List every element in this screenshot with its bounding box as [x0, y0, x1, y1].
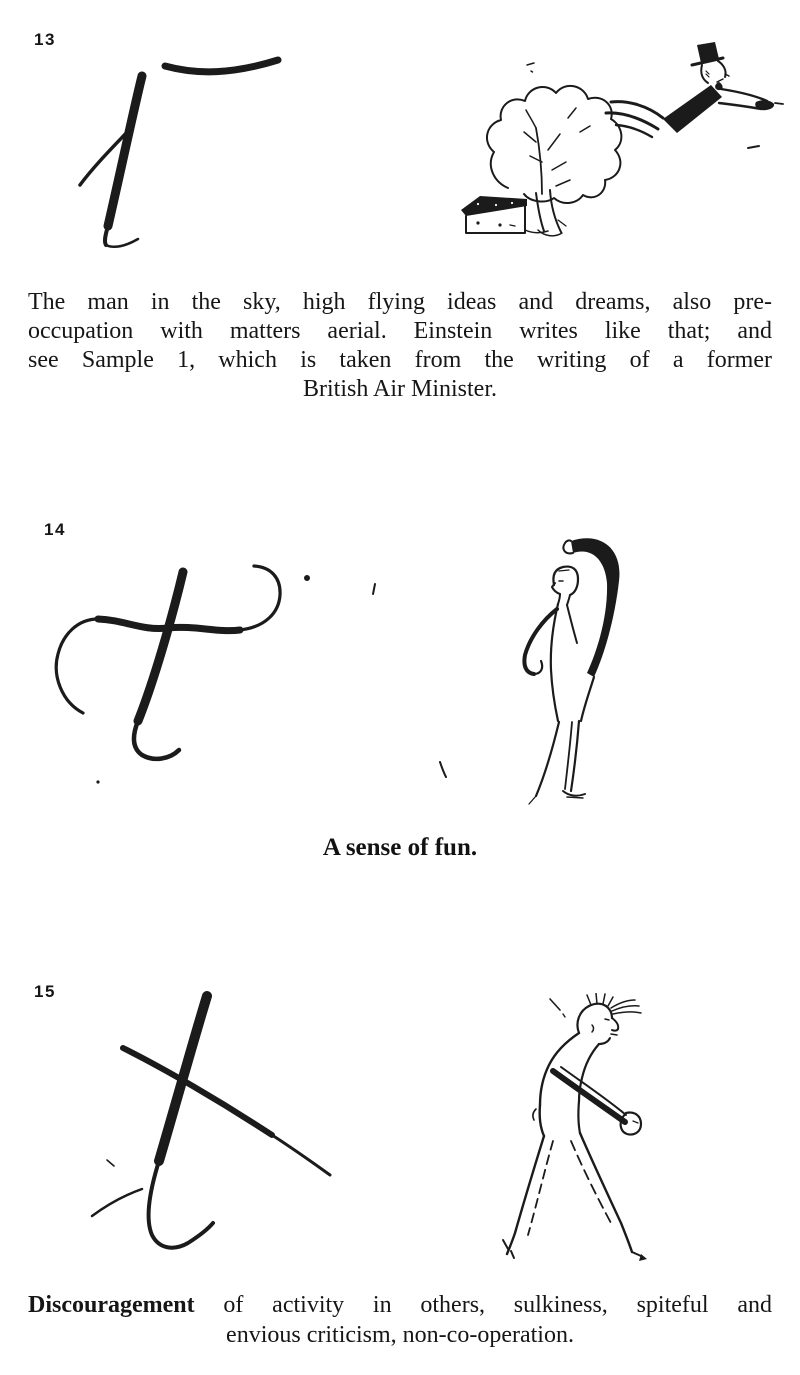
caption-text: of activity in others, sulkiness, spiteful and — [194, 1292, 772, 1318]
sample-14-number: 14 — [44, 520, 66, 539]
caption-line: British Air Minister. — [302, 376, 497, 402]
ink-tick — [107, 1160, 114, 1166]
t-stem — [92, 996, 213, 1248]
t-cross-stroke — [165, 60, 278, 72]
t-cross-slash — [123, 1048, 330, 1175]
t-stem — [80, 76, 142, 247]
caption-line: The man in the sky, high flying ideas and dreams, also pre- — [28, 289, 772, 315]
handwriting-letter-t-curled-bar-illustration — [50, 556, 390, 791]
sample-13-caption — [28, 288, 772, 404]
handwriting-letter-t-slashing-bar-illustration — [80, 985, 350, 1277]
caption-line: see Sample 1, which is taken from the writing of a former — [28, 347, 772, 373]
man-flying-over-tree-and-house-illustration — [430, 30, 795, 242]
striding-man-illustration — [495, 993, 655, 1275]
sample-15-caption — [28, 1290, 772, 1350]
tree — [487, 86, 621, 236]
caption-bold-word: Discouragement — [28, 1292, 195, 1318]
walker-legs — [503, 1133, 647, 1261]
stray-marks — [550, 999, 565, 1017]
dancer-head — [552, 567, 578, 605]
sample-15-number: 15 — [34, 982, 56, 1001]
stray-ink-speck — [527, 63, 534, 72]
dancer-body — [551, 604, 594, 721]
walker-arm-and-fist — [553, 1067, 641, 1135]
caption-line — [28, 1290, 772, 1320]
t-stem — [134, 572, 183, 759]
walker-head — [577, 993, 641, 1044]
dancer-raised-arm — [563, 538, 619, 677]
caption-line: occupation with matters aerial. Einstein writes like that; and — [28, 318, 772, 344]
flying-man — [606, 42, 783, 148]
handwriting-letter-t-high-bar-illustration — [58, 46, 288, 258]
sample-13-number: 13 — [34, 30, 56, 49]
sample-14-caption: A sense of fun. — [322, 834, 478, 861]
stray-ink-mark — [437, 760, 449, 780]
dancer-legs — [529, 721, 585, 804]
walker-body — [533, 1033, 599, 1136]
caption-line: envious criticism, non-co-operation. — [226, 1322, 574, 1348]
dancing-figure-illustration — [515, 525, 640, 815]
